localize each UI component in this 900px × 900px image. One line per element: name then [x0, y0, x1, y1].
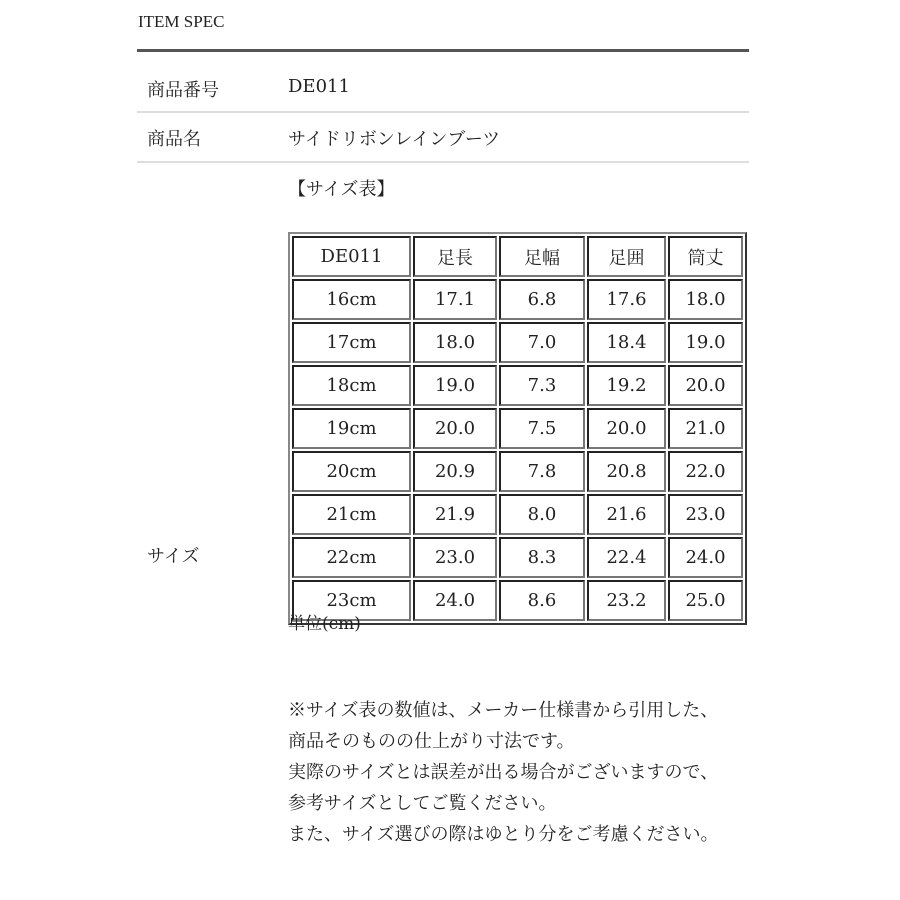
- product-name-value: サイドリボンレインブーツ: [288, 129, 501, 150]
- table-cell: 25.0: [668, 580, 743, 621]
- table-cell: 17.6: [587, 279, 666, 320]
- table-cell: 7.5: [499, 408, 585, 449]
- product-number-value: DE011: [288, 76, 350, 97]
- table-cell: 20.8: [587, 451, 666, 492]
- table-cell: 18.4: [587, 322, 666, 363]
- table-cell: 21.9: [413, 494, 497, 535]
- table-cell: 22.4: [587, 537, 666, 578]
- table-cell: 18cm: [292, 365, 411, 406]
- table-cell: 8.3: [499, 537, 585, 578]
- table-header-cell: 足長: [413, 236, 497, 277]
- note-line: ※サイズ表の数値は、メーカー仕様書から引用した、商品そのものの仕上がり寸法です。: [288, 700, 719, 752]
- row-divider: [137, 161, 749, 163]
- table-header-cell: 足囲: [587, 236, 666, 277]
- table-cell: 7.8: [499, 451, 585, 492]
- table-header-cell: DE011: [292, 236, 411, 277]
- table-header-cell: 足幅: [499, 236, 585, 277]
- note-line: 実際のサイズとは誤差が出る場合がございますので、参考サイズとしてご覧ください。: [288, 762, 719, 814]
- table-cell: 17cm: [292, 322, 411, 363]
- table-cell: 20.0: [413, 408, 497, 449]
- table-cell: 18.0: [413, 322, 497, 363]
- table-cell: 23.2: [587, 580, 666, 621]
- table-cell: 19.0: [668, 322, 743, 363]
- table-cell: 20.9: [413, 451, 497, 492]
- table-cell: 21.0: [668, 408, 743, 449]
- note-line: また、サイズ選びの際はゆとり分をご考慮ください。: [288, 824, 719, 845]
- size-table: [288, 232, 747, 625]
- size-notes: [288, 695, 728, 850]
- section-title: ITEM SPEC: [138, 12, 225, 31]
- table-cell: 23.0: [413, 537, 497, 578]
- table-cell: 7.0: [499, 322, 585, 363]
- table-cell: 22cm: [292, 537, 411, 578]
- size-table-heading: 【サイズ表】: [288, 179, 395, 200]
- table-header-cell: 筒丈: [668, 236, 743, 277]
- title-divider: [137, 49, 749, 52]
- table-cell: 24.0: [668, 537, 743, 578]
- product-number-label: 商品番号: [147, 80, 219, 101]
- table-cell: 8.0: [499, 494, 585, 535]
- table-cell: 6.8: [499, 279, 585, 320]
- table-cell: 23.0: [668, 494, 743, 535]
- table-cell: 20.0: [587, 408, 666, 449]
- table-cell: 19cm: [292, 408, 411, 449]
- table-cell: 22.0: [668, 451, 743, 492]
- table-cell: 20.0: [668, 365, 743, 406]
- table-cell: 19.2: [587, 365, 666, 406]
- table-cell: 8.6: [499, 580, 585, 621]
- product-name-label: 商品名: [147, 129, 201, 150]
- table-row: [292, 537, 743, 578]
- unit-note: 単位(cm): [288, 614, 361, 634]
- table-cell: 18.0: [668, 279, 743, 320]
- table-cell: 23cm: [292, 580, 411, 621]
- table-row: [292, 365, 743, 406]
- table-cell: 20cm: [292, 451, 411, 492]
- table-cell: 21.6: [587, 494, 666, 535]
- table-cell: 16cm: [292, 279, 411, 320]
- table-row: [292, 322, 743, 363]
- table-cell: 24.0: [413, 580, 497, 621]
- table-row: [292, 279, 743, 320]
- table-header-row: [292, 236, 743, 277]
- table-cell: 21cm: [292, 494, 411, 535]
- table-cell: 17.1: [413, 279, 497, 320]
- row-divider: [137, 111, 749, 113]
- table-row: [292, 494, 743, 535]
- table-cell: 19.0: [413, 365, 497, 406]
- table-row: [292, 451, 743, 492]
- size-label: サイズ: [147, 546, 200, 567]
- table-row: [292, 408, 743, 449]
- table-cell: 7.3: [499, 365, 585, 406]
